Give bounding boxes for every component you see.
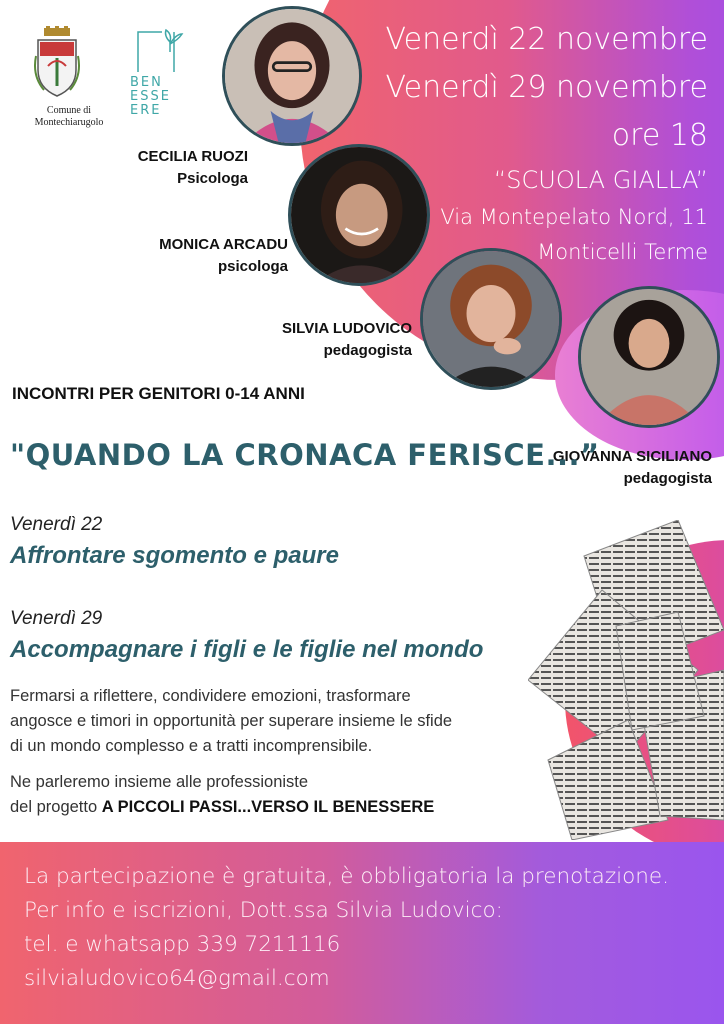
description-line: di un mondo complesso e a tratti incomprensibile. bbox=[10, 737, 373, 755]
speaker-role: pedagogista bbox=[323, 342, 412, 359]
newspaper-clippings-icon bbox=[528, 520, 724, 840]
speaker-card-silvia bbox=[282, 318, 412, 362]
footer-info bbox=[24, 860, 669, 996]
project-line-2 bbox=[10, 795, 550, 820]
event-address: Via Montepelato Nord, 11 bbox=[440, 205, 708, 229]
speaker-name: SILVIA LUDOVICO bbox=[281, 320, 412, 337]
session-2-day: Venerdì 29 bbox=[10, 608, 103, 629]
session-2-topic: Accompagnare i figli e le figlie nel mondo bbox=[10, 636, 484, 663]
event-venue: “SCUOLA GIALLA” bbox=[493, 166, 708, 194]
speaker-photo-cecilia bbox=[222, 6, 362, 146]
comune-line2: Montechiarugolo bbox=[34, 117, 104, 128]
project-line: Ne parleremo insieme alle professioniste bbox=[10, 773, 309, 791]
event-time: ore 18 bbox=[611, 118, 708, 153]
crest-icon bbox=[34, 26, 80, 98]
benessere-row-1: BEN bbox=[130, 75, 163, 90]
benessere-row-2: ESSE bbox=[130, 89, 171, 104]
event-town: Monticelli Terme bbox=[537, 240, 708, 264]
benessere-logo bbox=[126, 26, 186, 122]
footer-line-participation: La partecipazione è gratuita, è obbligatoria la prenotazione. bbox=[24, 864, 669, 889]
speaker-photo-monica bbox=[288, 144, 430, 286]
description-line: angosce e timori in opportunità per superare insieme le sfide bbox=[10, 712, 453, 730]
comune-line1: Comune di bbox=[46, 105, 92, 116]
project-name: A PICCOLI PASSI...VERSO IL BENESSERE bbox=[101, 798, 435, 816]
footer-line-email[interactable]: silvialudovico64@gmail.com bbox=[24, 966, 330, 991]
description-line: Fermarsi a riflettere, condividere emozioni, trasformare bbox=[10, 687, 411, 705]
event-date-1: Venerdì 22 novembre bbox=[385, 22, 708, 57]
speaker-photo-giovanna bbox=[578, 286, 720, 428]
session-1-day: Venerdì 22 bbox=[10, 514, 103, 535]
speaker-card-monica bbox=[159, 234, 288, 278]
speaker-role: psicologa bbox=[217, 258, 288, 275]
session-1-topic: Affrontare sgomento e paure bbox=[10, 542, 339, 569]
project-prefix: del progetto bbox=[10, 798, 102, 816]
speaker-name: CECILIA RUOZI bbox=[137, 148, 248, 165]
meetings-subtitle: INCONTRI PER GENITORI 0-14 ANNI bbox=[12, 384, 305, 403]
event-date-2: Venerdì 29 novembre bbox=[385, 70, 708, 105]
event-info bbox=[385, 16, 708, 270]
main-title: "QUANDO LA CRONACA FERISCE...” bbox=[10, 438, 600, 472]
speaker-role: Psicologa bbox=[177, 170, 248, 187]
speaker-role: pedagogista bbox=[623, 470, 712, 487]
speaker-photo-silvia bbox=[420, 248, 562, 390]
speaker-name: MONICA ARCADU bbox=[159, 236, 288, 253]
speaker-card-cecilia bbox=[138, 146, 248, 190]
footer-line-phone[interactable]: tel. e whatsapp 339 7211116 bbox=[24, 932, 341, 957]
project-paragraph bbox=[10, 770, 550, 820]
footer-line-info: Per info e iscrizioni, Dott.ssa Silvia Ludovico: bbox=[24, 898, 503, 923]
description-paragraph bbox=[10, 684, 550, 759]
comune-logo bbox=[34, 26, 104, 129]
benessere-row-3: ERE bbox=[130, 103, 162, 118]
sprout-frame-icon bbox=[126, 26, 186, 74]
speaker-name: GIOVANNA SICILIANO bbox=[552, 448, 712, 465]
